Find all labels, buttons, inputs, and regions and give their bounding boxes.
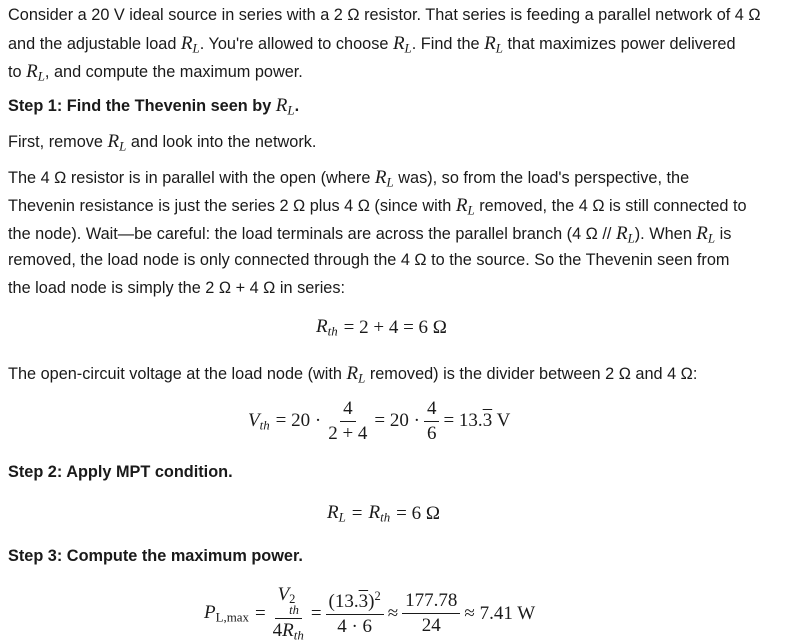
math-rl: $R_L$: [107, 131, 127, 154]
math-rl: $R_L$: [696, 223, 716, 246]
problem-line-2: [8, 33, 736, 57]
math-rl: $R_L$: [455, 195, 475, 218]
step1-paragraph-1: First, remove $R_L$ and look into the network.: [8, 131, 317, 154]
math-rl: $R_L$: [615, 223, 635, 246]
problem-text: , and compute the maximum power.: [44, 63, 303, 81]
fraction: $\frac{177.78}{24}$: [402, 591, 460, 636]
problem-text: that maximizes power delivered: [507, 35, 736, 53]
step1-paragraph-2-line-5: the load node is simply the 2 Ω + 4 Ω in series:: [8, 279, 346, 297]
equation-rth: $R_{th}$ = 2 + 4 = 6 Ω: [316, 316, 447, 339]
fraction: $\frac{4}{6}$: [424, 399, 440, 444]
equation-vth: $V_{th}$ = 20 · $\frac{4}{2 + 4}$ = 20 · $\frac{4}{6}$ = 13. 3 V: [248, 398, 511, 444]
math-rl: $R_L$: [275, 95, 295, 118]
problem-text: . You're allowed to choose: [199, 35, 389, 53]
step2-heading: Step 2: Apply MPT condition.: [8, 463, 233, 481]
problem-text: to: [8, 63, 22, 81]
step1-paragraph-2-line-2: Thevenin resistance is just the series 2 Ω plus 4 Ω (since with $R_L$ removed, the 4 Ω is still connected to: [8, 195, 747, 218]
math-rl: $R_L$: [180, 33, 200, 56]
step3-heading: Step 3: Compute the maximum power.: [8, 547, 303, 565]
math-rl: $R_L$: [374, 167, 394, 190]
math-rl: $R_L$: [484, 33, 503, 56]
step1-heading: Step 1: Find the Thevenin seen by $R_L$.: [8, 95, 300, 118]
math-rl: $R_L$: [26, 61, 45, 84]
step1-paragraph-2-line-1: The 4 Ω resistor is in parallel with the open (where $R_L$ was), so from the load's perspective, the: [8, 167, 690, 190]
problem-text: Consider a 20 V ideal source in series with a 2 Ω resistor. That series is feeding a parallel network of 4 Ω: [8, 6, 761, 24]
equation-mpt: $R_L$ = $R_{th}$ = 6 Ω: [327, 502, 441, 525]
problem-text: . Find the: [411, 35, 480, 53]
math-rl: $R_L$: [346, 363, 366, 386]
equation-pmax: PL,max = V 2 th $4R_{th}$ = $\frac{(13.3)^2}{4 \cdot 6}$ ≈ $\frac{177.78}{24}$ ≈ 7.41 W: [204, 584, 536, 643]
fraction: $\frac{(13.3)^2}{4 \cdot 6}$: [326, 590, 384, 637]
fraction: $\frac{4}{2 + 4}$: [328, 398, 368, 444]
problem-text: and the adjustable load: [8, 35, 177, 53]
step1-paragraph-2-line-3: the node). Wait—be careful: the load terminals are across the parallel branch (4 Ω // $R_L$). When $R_L$ is: [8, 223, 732, 246]
step1-paragraph-3: The open-circuit voltage at the load node (with $R_L$ removed) is the divider between 2 Ω and 4 Ω:: [8, 363, 698, 386]
problem-line-1: [8, 6, 761, 25]
step1-paragraph-2-line-4: removed, the load node is only connected through the 4 Ω to the source. So the Thevenin seen from: [8, 251, 730, 269]
math-rl: $R_L$: [392, 33, 412, 56]
fraction: V 2 th $4R_{th}$: [272, 584, 304, 643]
problem-line-3: [8, 61, 303, 85]
